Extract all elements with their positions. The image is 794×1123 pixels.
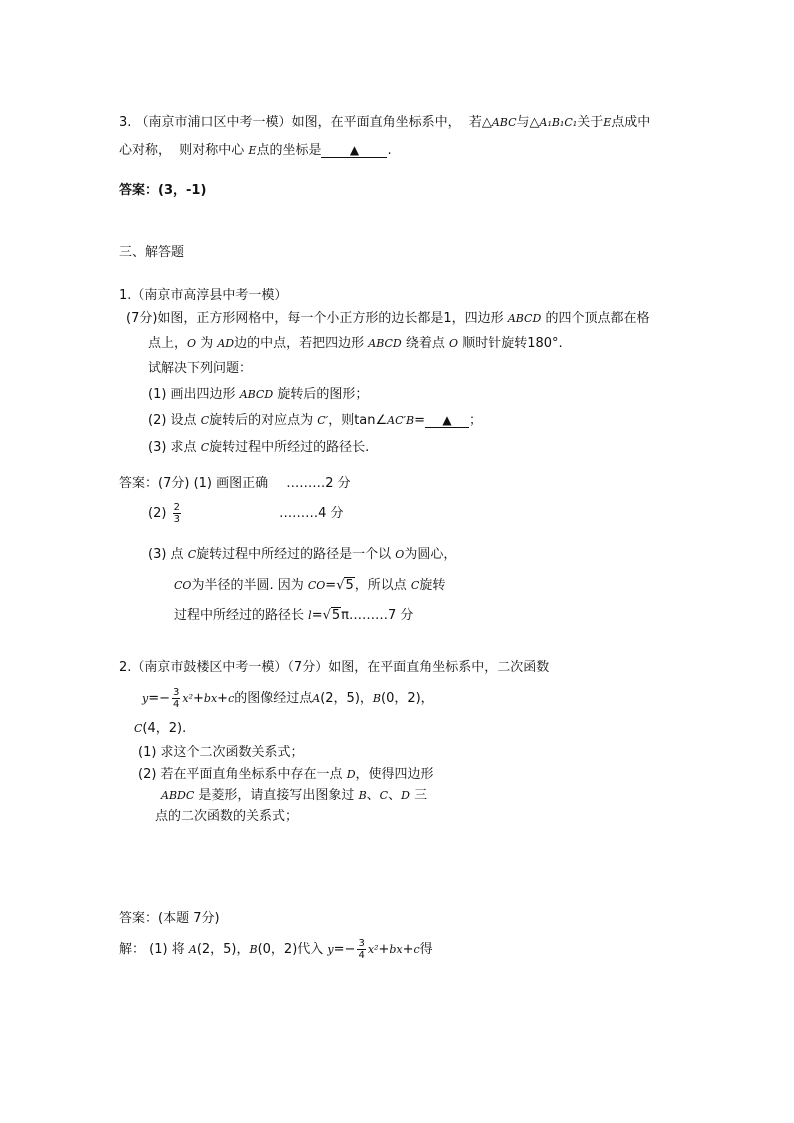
- answer-text: 旋转: [419, 578, 446, 593]
- question-source: （南京市浦口区中考一模）: [135, 115, 292, 130]
- p2-line-3: [134, 721, 186, 737]
- math-var: x²: [367, 943, 379, 956]
- p1-line-4: [148, 387, 368, 403]
- question-text: 点的坐标是: [256, 143, 322, 158]
- math-var: E: [248, 144, 257, 157]
- question-text: 的图像经过点: [234, 691, 313, 706]
- math-var: ABCD: [368, 337, 402, 350]
- math-var: C′: [317, 414, 329, 427]
- question-text: =: [414, 413, 426, 428]
- math-var: C: [379, 789, 389, 802]
- answer-label: 答案：: [119, 476, 159, 491]
- fraction-numerator: 2: [173, 502, 180, 513]
- math-var: A: [312, 692, 321, 705]
- answer-blank: [321, 144, 387, 158]
- math-var: ABCD: [239, 388, 274, 401]
- math-var: O: [187, 337, 197, 350]
- math-var: c: [228, 692, 235, 705]
- fraction: [172, 687, 180, 710]
- question-number: 3.: [119, 115, 132, 130]
- coordinate: (2，5)，: [196, 942, 250, 957]
- math-op: =−: [333, 942, 356, 957]
- question-text: 点上，: [148, 336, 188, 351]
- fraction: [173, 502, 181, 525]
- answer-text: (本题 7分): [158, 911, 220, 926]
- fraction-denominator: 4: [173, 699, 180, 710]
- question-text: (7分)如图，正方形网格中，每一个小正方形的边长都是1，四边形: [126, 311, 504, 326]
- math-var: E: [603, 116, 612, 129]
- question-source: （南京市高淳县中考一模）: [131, 288, 288, 303]
- answer-blank: [425, 414, 469, 428]
- radical-sign: √: [336, 578, 345, 593]
- ans1-line-2: [148, 502, 343, 526]
- question-text: 若△: [468, 115, 492, 130]
- question-text: 旋转后的图形；: [277, 387, 369, 402]
- answer-text: =: [311, 608, 323, 623]
- question-text: (1) 画出四边形: [148, 387, 236, 402]
- question-text: 、: [366, 788, 380, 803]
- question-text: 、: [388, 788, 402, 803]
- math-op: +: [402, 942, 414, 957]
- radical-sign: √: [322, 608, 331, 623]
- math-op: =−: [148, 691, 171, 706]
- q3-line-1: [119, 115, 650, 131]
- math-var: A₁B₁C₁: [539, 116, 578, 129]
- radicand: 5: [331, 608, 341, 623]
- score-text: ………4 分: [279, 506, 344, 521]
- answer-label: 解：: [119, 942, 146, 957]
- question-text: 为: [200, 336, 214, 351]
- math-var: y: [327, 943, 334, 956]
- fraction-numerator: 3: [173, 687, 180, 698]
- coordinate: (4，2).: [142, 721, 187, 736]
- question-text: 心对称，: [119, 143, 172, 158]
- math-var: D: [346, 768, 356, 781]
- question-source: （南京市鼓楼区中考一模）: [131, 660, 288, 675]
- math-var: B: [358, 789, 367, 802]
- score-text: π………7 分: [341, 608, 414, 623]
- p2-line-4: (1) 求这个二次函数关系式；: [138, 745, 304, 760]
- math-var: C: [200, 414, 210, 427]
- section-heading: 三、解答题: [119, 245, 185, 260]
- math-var: bx: [203, 692, 218, 705]
- answer-text: (1) 将: [149, 942, 185, 957]
- fraction-denominator: 3: [173, 514, 180, 525]
- answer-text: 过程中所经过的路径长: [174, 608, 305, 623]
- math-var: A: [188, 943, 197, 956]
- math-var: O: [395, 548, 405, 561]
- coordinate: (2，5)，: [320, 691, 373, 706]
- math-var: B: [372, 692, 381, 705]
- question-text: (2) 设点: [148, 413, 197, 428]
- question-number: 1.: [119, 288, 132, 303]
- question-text: （7分）如图，在平面直角坐标系中，二次函数: [287, 660, 550, 675]
- coordinate: (0，2)，: [381, 691, 434, 706]
- question-text: 则对称中心: [179, 143, 245, 158]
- question-number: 2.: [119, 660, 132, 675]
- p1-line-5: [148, 413, 482, 429]
- question-text: 绕着点: [405, 336, 445, 351]
- answer-label: 答案：: [119, 183, 159, 198]
- question-text: ，则tan∠: [328, 413, 388, 428]
- answer-label: 答案：: [119, 911, 159, 926]
- triangle-marker-icon: ▲: [442, 413, 452, 427]
- question-text: 边的中点，若把四边形: [234, 336, 365, 351]
- ans2-line-1: [119, 911, 220, 927]
- math-var: C: [200, 441, 210, 454]
- math-var: B: [249, 943, 258, 956]
- math-var: AD: [217, 337, 235, 350]
- square-root: [323, 608, 342, 624]
- question-text: 是菱形，请直接写出图象过: [198, 788, 355, 803]
- answer-text: 为半径的半圆. 因为: [191, 578, 304, 593]
- p2-line-2: [142, 686, 434, 712]
- answer-text: 得: [419, 942, 433, 957]
- math-op: +: [378, 942, 390, 957]
- math-var: y: [142, 692, 149, 705]
- score-text: ………2 分: [286, 476, 351, 491]
- p1-line-2: [148, 336, 563, 352]
- math-var: CO: [307, 579, 326, 592]
- answer-q3: [119, 183, 206, 199]
- math-var: C: [410, 579, 420, 592]
- math-var: ABCD: [507, 312, 542, 325]
- math-var: C: [187, 548, 197, 561]
- p2-line-7: 点的二次函数的关系式；: [155, 809, 299, 824]
- ans1-line-5: [174, 608, 413, 624]
- math-var: ABC: [491, 116, 517, 129]
- question-text: 的四个顶点都在格: [545, 311, 650, 326]
- p1-line-6: [148, 440, 369, 456]
- fraction: [357, 938, 365, 961]
- math-var: AC′B: [387, 414, 415, 427]
- math-var: O: [449, 337, 459, 350]
- math-op: +: [217, 691, 229, 706]
- answer-text: (3) 点: [148, 547, 184, 562]
- question-text: 点成中: [611, 115, 651, 130]
- answer-text: (2): [148, 506, 167, 521]
- question-text: 如图，在平面直角坐标系中，: [291, 115, 461, 130]
- answer-text: ，所以点: [354, 578, 407, 593]
- question-text: ，使得四边形: [355, 767, 434, 782]
- question-text: .: [387, 143, 392, 158]
- answer-value: (3，-1): [158, 183, 207, 198]
- question-text: 旋转过程中所经过的路径长.: [209, 440, 370, 455]
- question-text: 三: [414, 788, 428, 803]
- question-text: (3) 求点: [148, 440, 197, 455]
- math-var: C: [134, 722, 143, 735]
- answer-text: (7分) (1) 画图正确: [158, 476, 269, 491]
- p1-line-3: 试解决下列问题：: [148, 361, 253, 376]
- fraction-denominator: 4: [358, 950, 365, 961]
- question-text: 关于: [577, 115, 604, 130]
- math-var: l: [308, 609, 312, 622]
- p1-header: [119, 288, 287, 304]
- ans1-line-3: [148, 547, 456, 563]
- fraction-numerator: 3: [358, 938, 365, 949]
- coordinate: (0，2)代入: [257, 942, 324, 957]
- math-var: c: [413, 943, 420, 956]
- question-text: 旋转后的对应点为: [209, 413, 314, 428]
- math-op: +: [193, 691, 204, 706]
- math-var: CO: [174, 579, 192, 592]
- p2-line-5: [138, 767, 434, 783]
- p2-line-6: [161, 788, 427, 804]
- question-text: 顺时针旋转180°.: [462, 336, 563, 351]
- question-text: (2) 若在平面直角坐标系中存在一点: [138, 767, 343, 782]
- radicand: 5: [345, 578, 354, 593]
- math-var: D: [401, 789, 410, 802]
- square-root: [336, 578, 355, 594]
- ans1-line-4: [174, 578, 445, 594]
- p2-line-1: [119, 660, 549, 676]
- question-text: 与△: [516, 115, 540, 130]
- ans2-line-2: [119, 937, 433, 963]
- answer-text: 为圆心，: [404, 547, 457, 562]
- answer-text: 旋转过程中所经过的路径是一个以: [196, 547, 392, 562]
- p1-line-1: [126, 311, 649, 327]
- triangle-marker-icon: ▲: [349, 143, 360, 157]
- math-var: bx: [389, 943, 403, 956]
- answer-text: =: [325, 578, 337, 593]
- question-text: ；: [469, 413, 483, 428]
- q3-line-2: [119, 143, 392, 159]
- ans1-line-1: [119, 476, 351, 492]
- math-var: x²: [182, 692, 194, 705]
- math-var: ABDC: [161, 789, 195, 802]
